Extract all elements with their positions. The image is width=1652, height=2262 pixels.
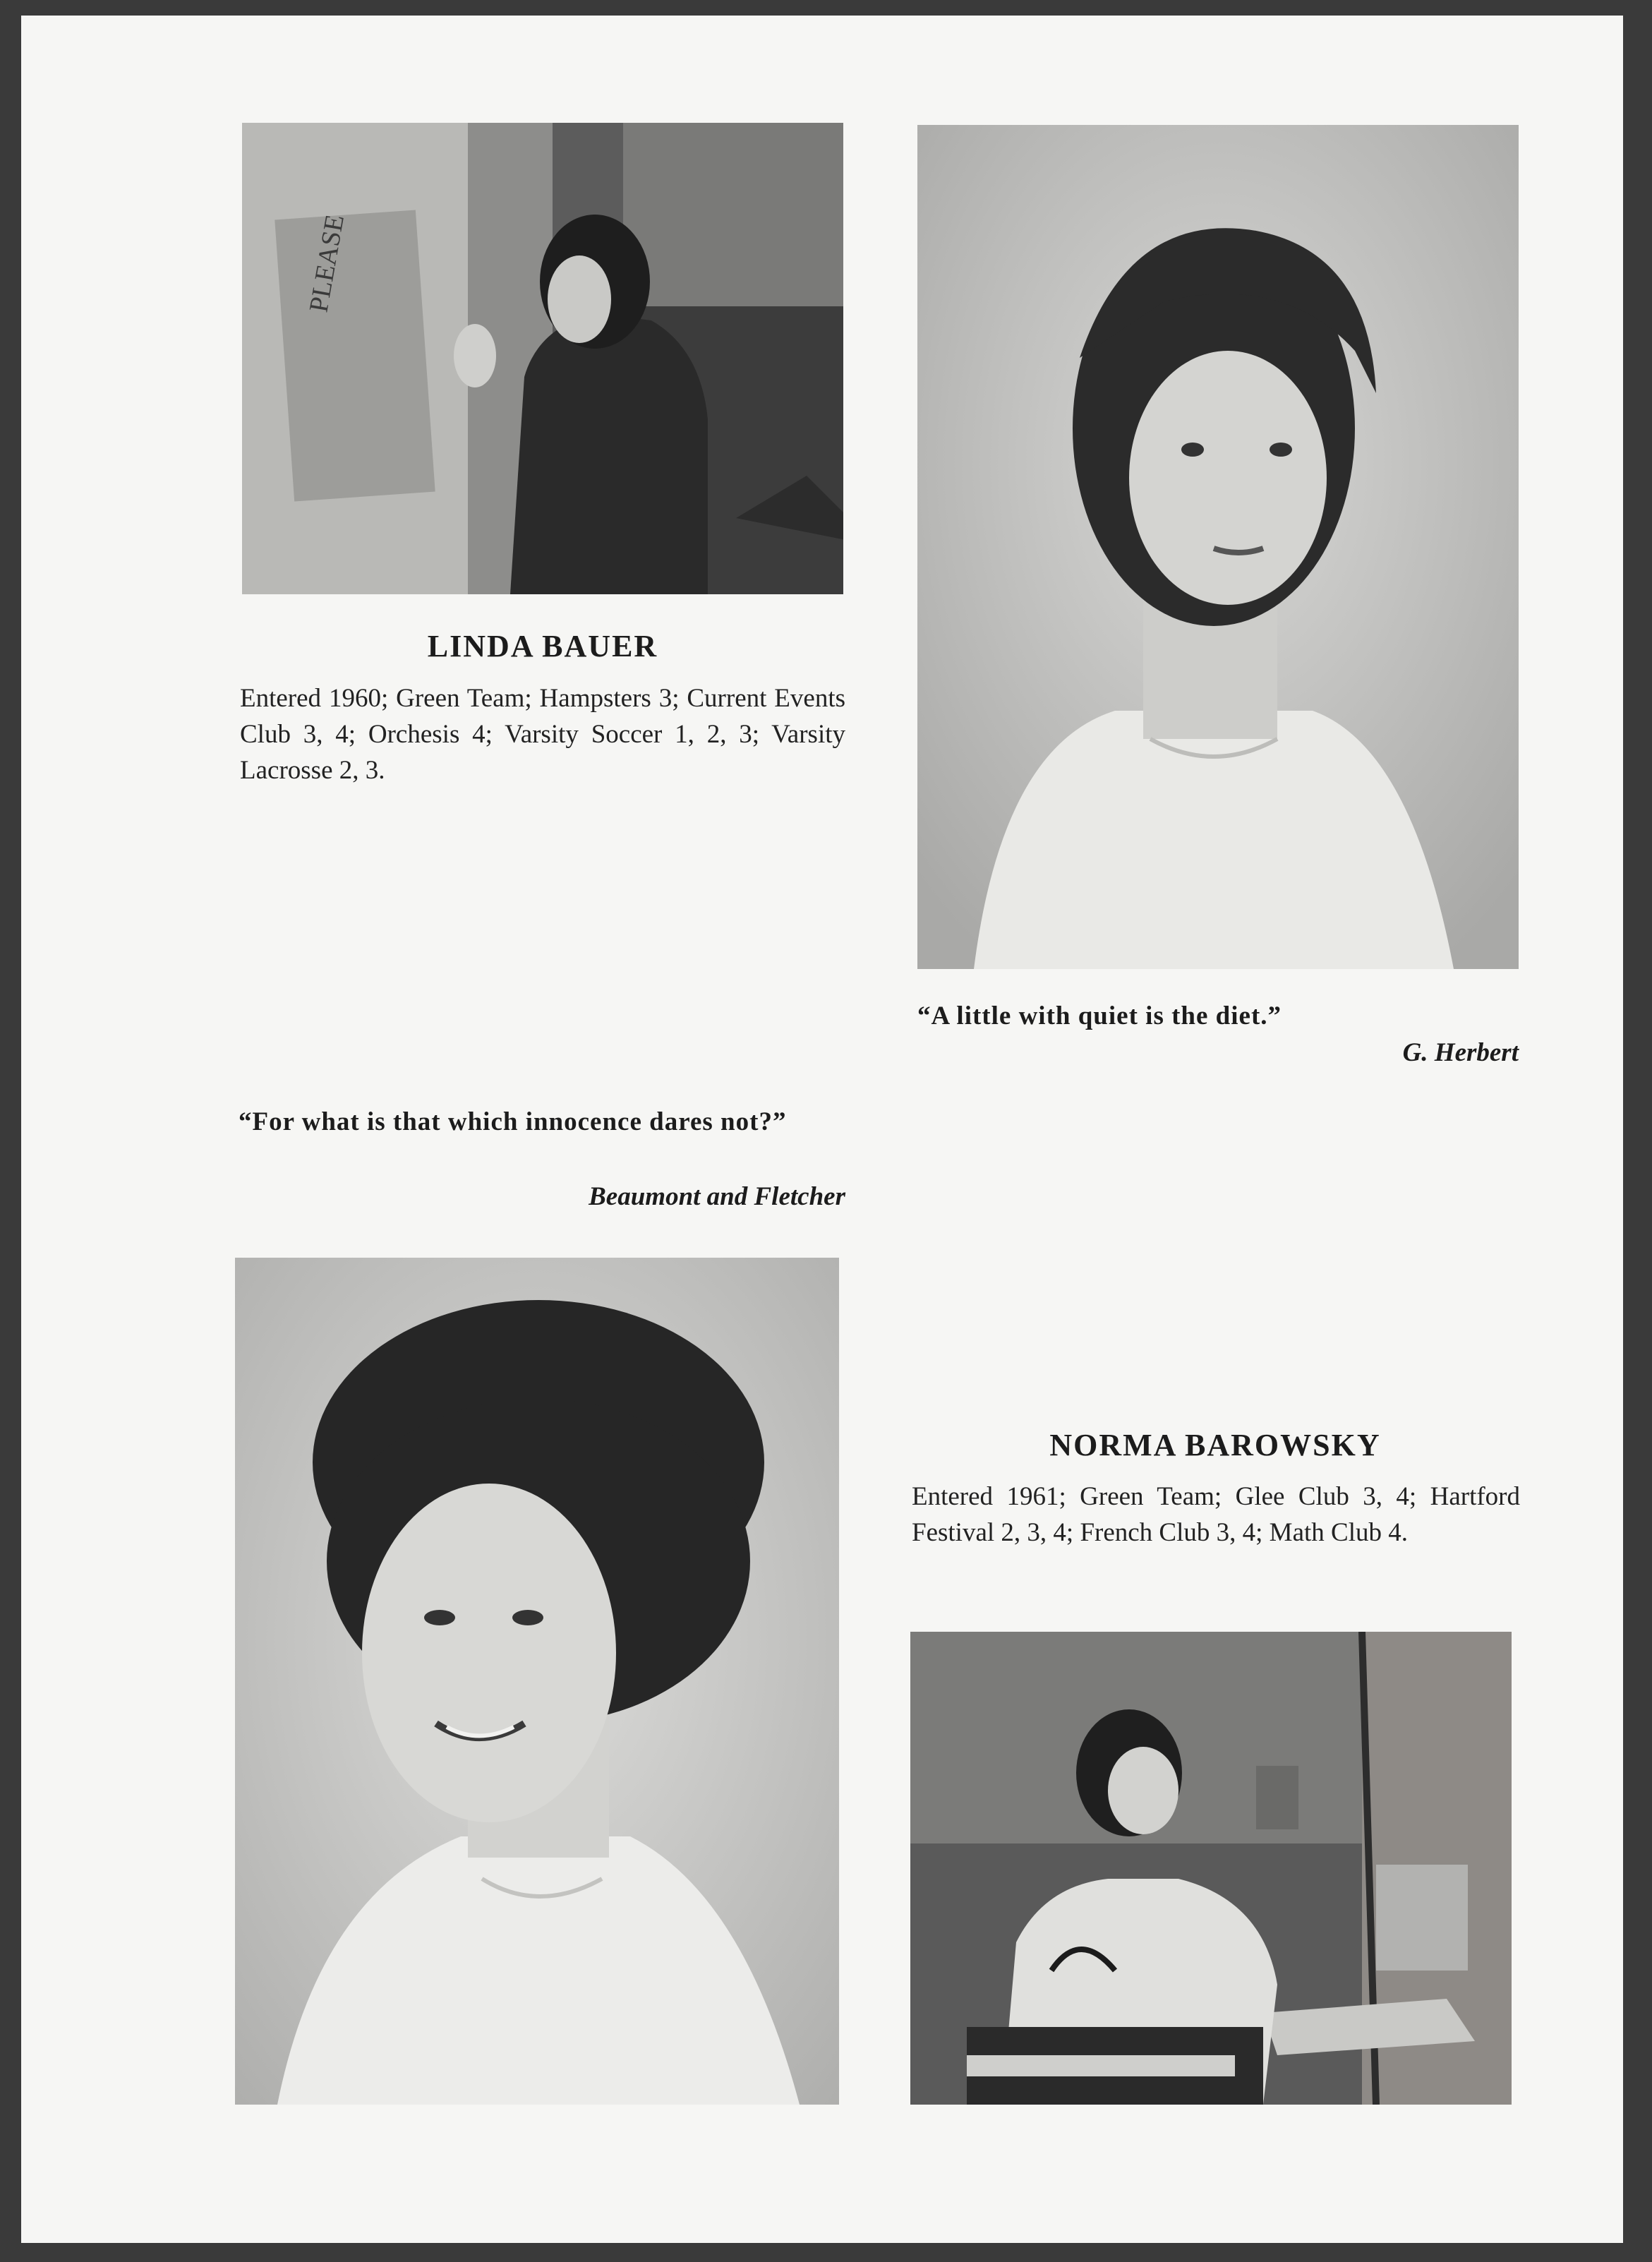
norma-barowsky-candid-photo (910, 1632, 1512, 2105)
sign-text: PLEASE (303, 212, 351, 315)
linda-bauer-candid-photo (242, 123, 843, 594)
linda-bauer-portrait-photo (917, 125, 1519, 969)
linda-bauer-name: LINDA BAUER (427, 629, 658, 663)
norma-barowsky-name: NORMA BAROWSKY (1049, 1428, 1381, 1462)
yearbook-page (21, 16, 1623, 2243)
linda-bauer-bio: Entered 1960; Green Team; Hampsters 3; Current Events Club 3, 4; Orchesis 4; Varsity Soccer 1, 2, 3; Varsity Lacrosse 2, 3. (240, 684, 845, 785)
linda-bauer-quote: “For what is that which innocence dares not?” (239, 1107, 787, 1136)
norma-barowsky-portrait-photo (235, 1258, 839, 2105)
norma-barowsky-quote-attribution: G. Herbert (1402, 1038, 1519, 1067)
norma-barowsky-bio: Entered 1961; Green Team; Glee Club 3, 4; Hartford Festival 2, 3, 4; French Club 3, 4; Math Club 4. (912, 1482, 1520, 1547)
norma-barowsky-quote: “A little with quiet is the diet.” (917, 1001, 1282, 1030)
linda-bauer-quote-attribution: Beaumont and Fletcher (589, 1182, 845, 1211)
